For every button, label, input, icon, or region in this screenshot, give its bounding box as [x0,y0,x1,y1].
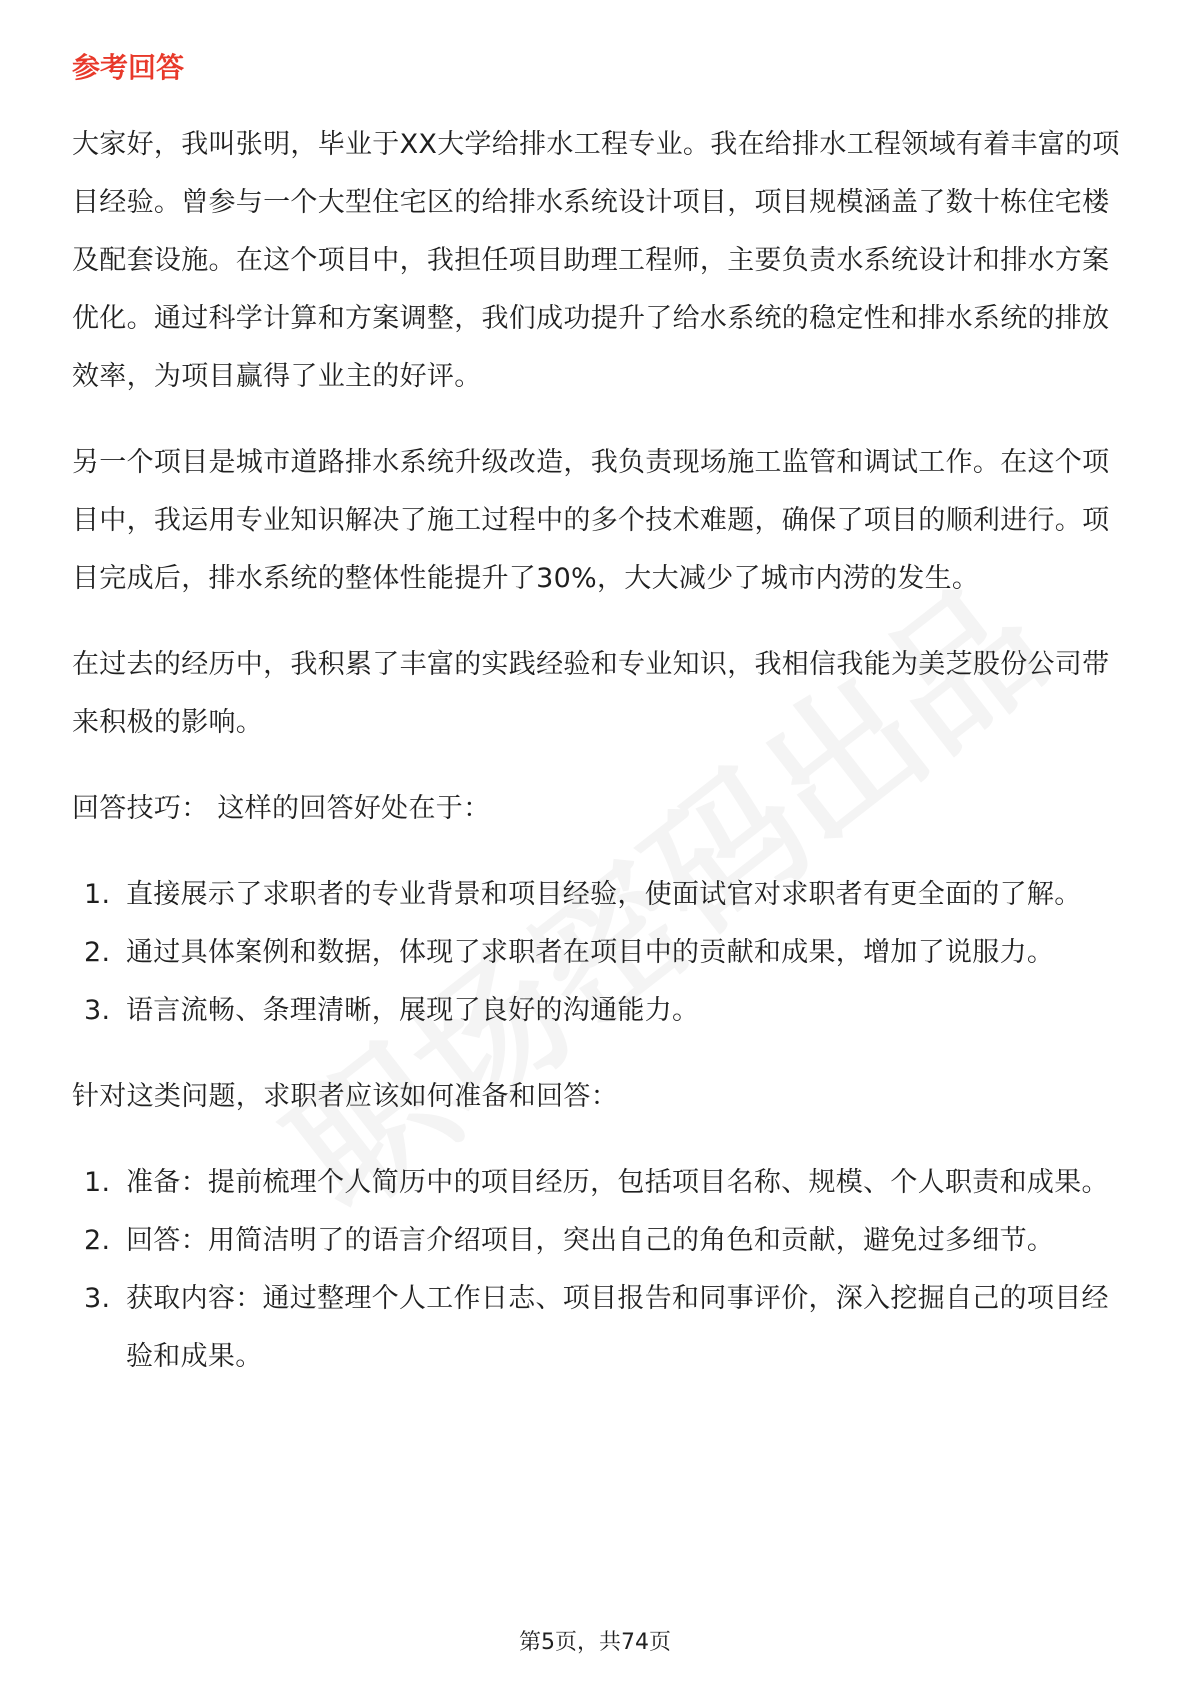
page-content [72,48,1122,1414]
answer-paragraph-3: 在过去的经历中，我积累了丰富的实践经验和专业知识，我相信我能为美芝股份公司带来积极的影响。 [72,649,1110,738]
list-item [72,1154,1122,1212]
list-item-text: 通过具体案例和数据，体现了求职者在项目中的贡献和成果，增加了说服力。 [126,937,1055,968]
list-item [72,982,1122,1040]
page-footer: 第5页，共74页 [519,1630,671,1655]
list-item-text: 准备：提前梳理个人简历中的项目经历，包括项目名称、规模、个人职责和成果。 [126,1167,1109,1198]
list-item [72,866,1122,924]
prep-heading: 针对这类问题，求职者应该如何准备和回答： [72,1081,618,1112]
list-number: 3. [84,1283,111,1314]
list-number: 2. [84,1225,111,1256]
list-item-text: 获取内容：通过整理个人工作日志、项目报告和同事评价，深入挖掘自己的项目经验和成果。 [126,1283,1109,1372]
list-number: 2. [84,937,111,968]
prep-list [72,1154,1122,1386]
tips-list [72,866,1122,1040]
list-item [72,1212,1122,1270]
list-number: 3. [84,995,111,1026]
answer-paragraph-1: 大家好，我叫张明，毕业于XX大学给排水工程专业。我在给排水工程领域有着丰富的项目经验。曾参与一个大型住宅区的给排水系统设计项目，项目规模涵盖了数十栋住宅楼及配套设施。在这个项目中，我担任项目助理工程师，主要负责水系统设计和排水方案优化。通过科学计算和方案调整，我们成功提升了给水系统的稳定性和排水系统的排放效率，为项目赢得了业主的好评。 [72,129,1120,392]
section-title: 参考回答 [72,51,185,84]
list-item [72,1270,1122,1386]
tips-heading: 回答技巧： 这样的回答好处在于： [72,793,491,824]
list-number: 1. [84,879,111,910]
list-item-text: 语言流畅、条理清晰，展现了良好的沟通能力。 [126,995,700,1026]
answer-paragraph-2: 另一个项目是城市道路排水系统升级改造，我负责现场施工监管和调试工作。在这个项目中，我运用专业知识解决了施工过程中的多个技术难题，确保了项目的顺利进行。项目完成后，排水系统的整体性能提升了30%，大大减少了城市内涝的发生。 [72,447,1110,594]
list-item [72,924,1122,982]
list-number: 1. [84,1167,111,1198]
list-item-text: 直接展示了求职者的专业背景和项目经验，使面试官对求职者有更全面的了解。 [126,879,1082,910]
list-item-text: 回答：用简洁明了的语言介绍项目，突出自己的角色和贡献，避免过多细节。 [126,1225,1055,1256]
